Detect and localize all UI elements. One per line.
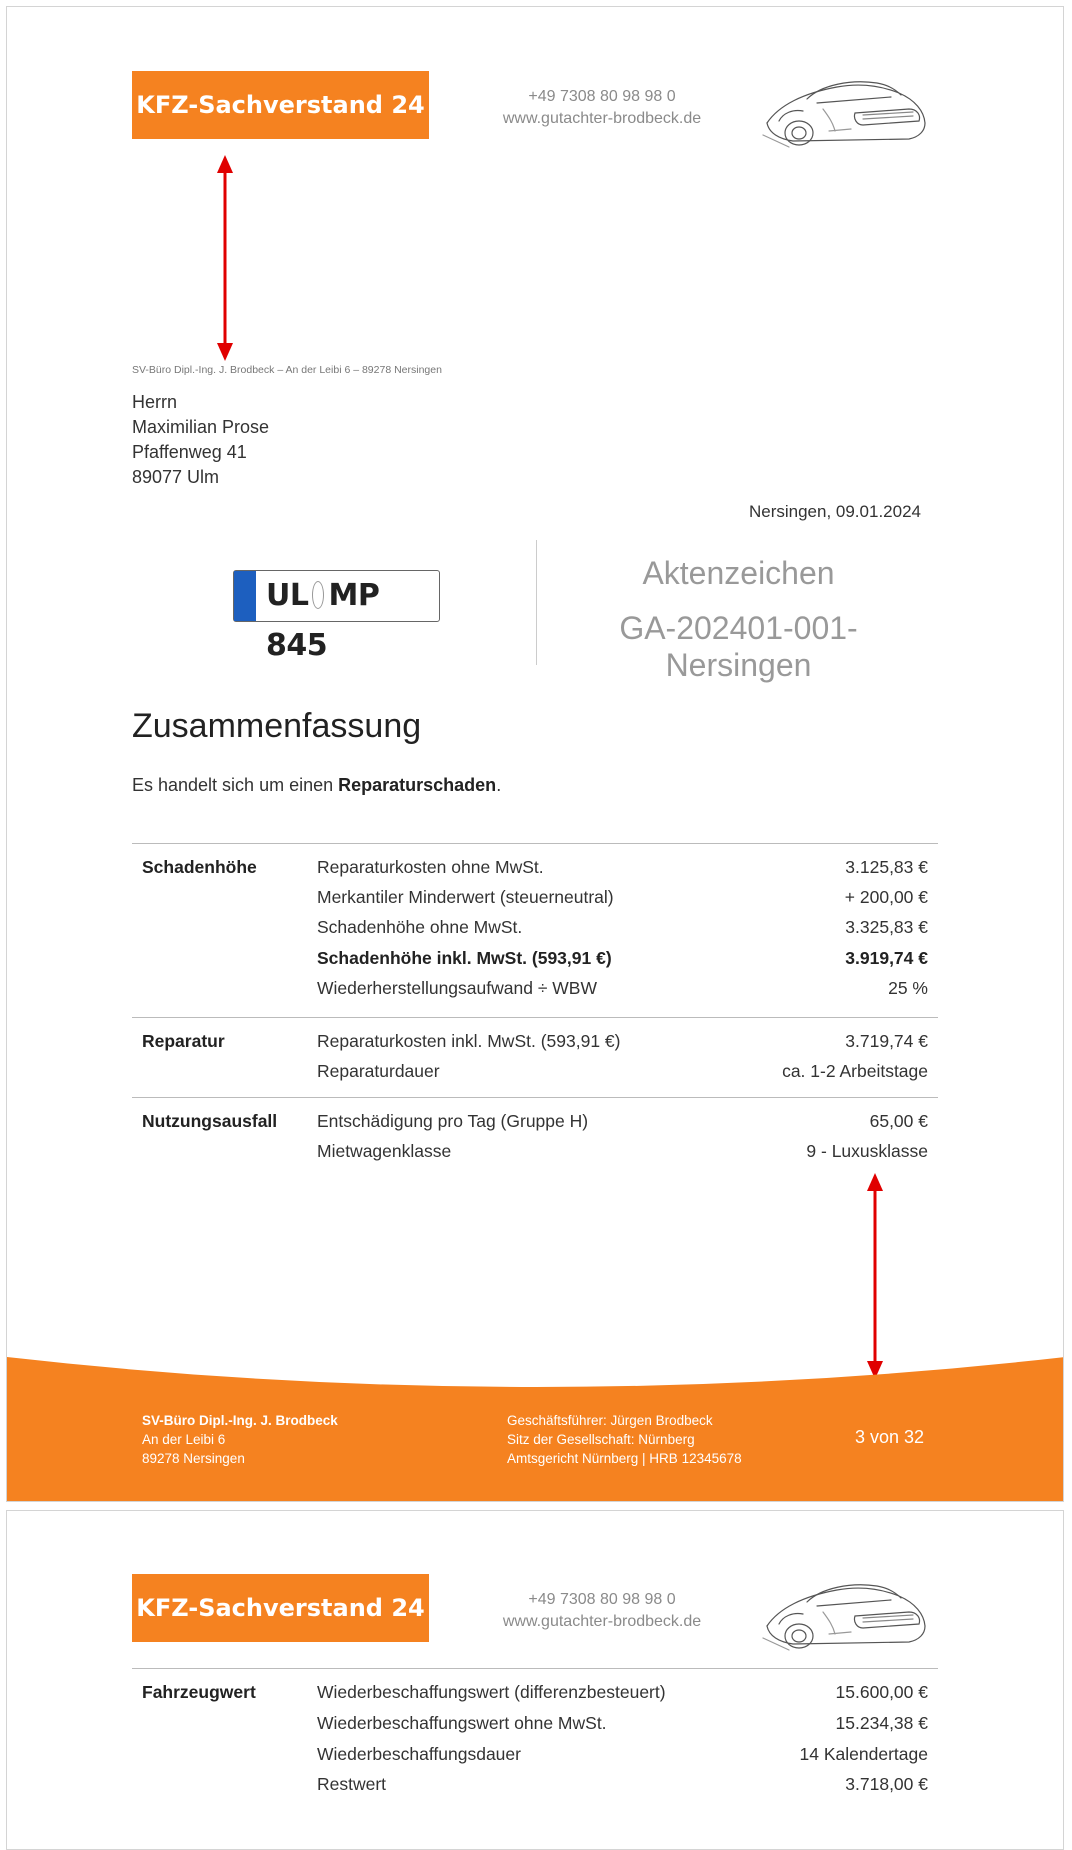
row-label: Wiederbeschaffungswert ohne MwSt. xyxy=(317,1713,607,1733)
vertical-divider xyxy=(536,540,537,665)
footer-ceo: Geschäftsführer: Jürgen Brodbeck xyxy=(507,1413,713,1428)
contact-info xyxy=(457,1589,747,1633)
row-label: Wiederherstellungsaufwand ÷ WBW xyxy=(317,978,597,998)
footer-legal xyxy=(507,1411,742,1468)
category-label: Reparatur xyxy=(142,1031,225,1051)
category-label: Fahrzeugwert xyxy=(142,1682,256,1702)
footer-street: An der Leibi 6 xyxy=(142,1432,226,1447)
section-heading: Zusammenfassung xyxy=(132,707,422,745)
row-label: Schadenhöhe ohne MwSt. xyxy=(317,917,523,937)
row-value: 25 % xyxy=(888,978,928,998)
row-value: 3.325,83 € xyxy=(845,917,928,937)
recipient-address xyxy=(132,390,269,490)
row-label: Wiederbeschaffungsdauer xyxy=(317,1744,521,1764)
row-value: 3.919,74 € xyxy=(845,948,928,968)
page-number: 3 von 32 xyxy=(855,1427,925,1447)
recipient-city: 89077 Ulm xyxy=(132,467,220,487)
row-label: Schadenhöhe inkl. MwSt. (593,91 €) xyxy=(317,948,612,968)
category-label: Nutzungsausfall xyxy=(142,1111,278,1131)
red-double-arrow-icon xyxy=(215,155,235,361)
row-label: Entschädigung pro Tag (Gruppe H) xyxy=(317,1111,589,1131)
document-page-2 xyxy=(6,1510,1064,1850)
row-value: 14 Kalendertage xyxy=(799,1744,928,1764)
plate-seal-icon xyxy=(312,581,324,609)
aktenzeichen-label: Aktenzeichen xyxy=(642,555,835,591)
brand-logo: KFZ-Sachverstand 24 xyxy=(132,1574,429,1642)
footer-company: SV-Büro Dipl.-Ing. J. Brodbeck xyxy=(142,1413,338,1428)
row-label: Reparaturkosten inkl. MwSt. (593,91 €) xyxy=(317,1031,621,1051)
footer-seat: Sitz der Gesellschaft: Nürnberg xyxy=(507,1432,695,1447)
row-label: Merkantiler Minderwert (steuerneutral) xyxy=(317,887,614,907)
row-value: 15.600,00 € xyxy=(835,1682,928,1702)
row-label: Wiederbeschaffungswert (differenzbesteuert) xyxy=(317,1682,666,1702)
table-divider xyxy=(132,1668,938,1669)
footer-city: 89278 Nersingen xyxy=(142,1451,245,1466)
contact-info xyxy=(457,86,747,130)
phone-number: +49 7308 80 98 98 0 xyxy=(528,1591,676,1608)
row-value: 3.125,83 € xyxy=(845,857,928,877)
row-value: 9 - Luxusklasse xyxy=(806,1141,928,1161)
table-divider xyxy=(132,843,938,844)
damage-type: Reparaturschaden xyxy=(338,775,497,795)
row-value: 65,00 € xyxy=(869,1111,928,1131)
sender-line: SV-Büro Dipl.-Ing. J. Brodbeck – An der Leibi 6 – 89278 Nersingen xyxy=(132,364,442,376)
license-plate xyxy=(233,570,440,663)
table-divider xyxy=(132,1017,938,1018)
row-label: Reparaturdauer xyxy=(317,1061,440,1081)
plate-text xyxy=(266,571,439,663)
brand-logo: KFZ-Sachverstand 24 xyxy=(132,71,429,139)
document-page-1 xyxy=(6,6,1064,1502)
row-value: 3.718,00 € xyxy=(845,1774,928,1794)
plate-number: MP 845 xyxy=(266,578,380,663)
car-sketch-icon xyxy=(759,1566,929,1656)
website-link[interactable]: www.gutachter-brodbeck.de xyxy=(502,110,702,127)
row-value: 15.234,38 € xyxy=(835,1713,928,1733)
row-label: Restwert xyxy=(317,1774,387,1794)
recipient-name: Maximilian Prose xyxy=(132,417,270,437)
plate-eu-band xyxy=(234,571,256,621)
row-label: Mietwagenklasse xyxy=(317,1141,452,1161)
plate-district: UL xyxy=(266,578,309,613)
recipient-street: Pfaffenweg 41 xyxy=(132,442,247,462)
aktenzeichen-value: GA-202401-001-Nersingen xyxy=(619,610,858,683)
recipient-salutation: Herrn xyxy=(132,392,178,412)
row-value: + 200,00 € xyxy=(844,887,928,907)
footer-court: Amtsgericht Nürnberg | HRB 12345678 xyxy=(507,1451,742,1466)
letter-date: Nersingen, 09.01.2024 xyxy=(748,502,921,521)
phone-number: +49 7308 80 98 98 0 xyxy=(528,88,676,105)
footer-address xyxy=(142,1411,338,1468)
table-divider xyxy=(132,1097,938,1098)
row-value: ca. 1-2 Arbeitstage xyxy=(782,1061,928,1081)
category-label: Schadenhöhe xyxy=(142,857,257,877)
website-link[interactable]: www.gutachter-brodbeck.de xyxy=(502,1613,702,1630)
intro-text: Es handelt sich um einen Reparaturschaden. xyxy=(132,775,502,795)
car-sketch-icon xyxy=(759,63,929,153)
row-label: Reparaturkosten ohne MwSt. xyxy=(317,857,544,877)
row-value: 3.719,74 € xyxy=(845,1031,928,1051)
